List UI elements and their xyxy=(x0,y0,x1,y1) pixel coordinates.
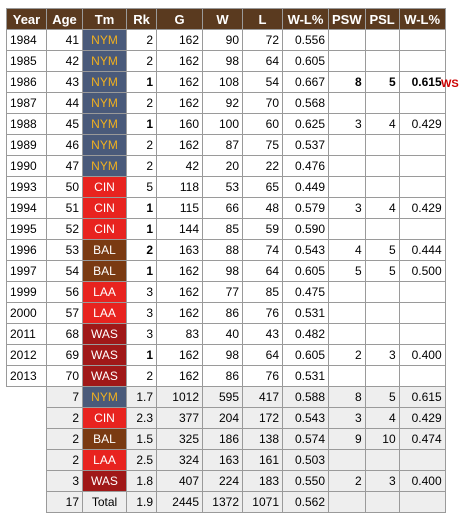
team-cell[interactable]: BAL xyxy=(83,261,127,282)
postseason-win-pct-cell xyxy=(399,93,445,114)
team-cell[interactable]: NYM xyxy=(83,135,127,156)
year-cell[interactable]: 1994 xyxy=(7,198,47,219)
wins-cell: 186 xyxy=(203,429,243,450)
wins-cell: 90 xyxy=(203,30,243,51)
wins-cell: 595 xyxy=(203,387,243,408)
wins-cell: 40 xyxy=(203,324,243,345)
year-cell[interactable]: 2012 xyxy=(7,345,47,366)
header-age[interactable]: Age xyxy=(47,9,83,30)
year-cell[interactable]: 1996 xyxy=(7,240,47,261)
season-row xyxy=(7,114,446,135)
year-cell[interactable]: 1993 xyxy=(7,177,47,198)
wins-cell: 87 xyxy=(203,135,243,156)
age-cell: 45 xyxy=(47,114,83,135)
wins-cell: 98 xyxy=(203,261,243,282)
games-cell: 144 xyxy=(157,219,203,240)
team-cell[interactable]: NYM xyxy=(83,387,127,408)
wins-cell: 53 xyxy=(203,177,243,198)
rank-cell: 2 xyxy=(127,240,157,261)
postseason-win-pct-cell: 0.500 xyxy=(399,261,445,282)
postseason-wins-cell: 9 xyxy=(329,429,366,450)
team-cell[interactable]: CIN xyxy=(83,177,127,198)
avg-rank-cell: 2.3 xyxy=(127,408,157,429)
postseason-win-pct-cell: 0.400 xyxy=(399,345,445,366)
postseason-wins-cell xyxy=(329,282,366,303)
games-cell: 162 xyxy=(157,261,203,282)
season-row xyxy=(7,240,446,261)
win-pct-cell: 0.574 xyxy=(283,429,329,450)
losses-cell: 22 xyxy=(243,156,283,177)
team-cell[interactable]: LAA xyxy=(83,303,127,324)
losses-cell: 65 xyxy=(243,177,283,198)
games-cell: 115 xyxy=(157,198,203,219)
wins-cell: 20 xyxy=(203,156,243,177)
team-cell[interactable]: NYM xyxy=(83,30,127,51)
blank-cell xyxy=(7,429,47,450)
team-cell[interactable]: BAL xyxy=(83,240,127,261)
win-pct-cell: 0.476 xyxy=(283,156,329,177)
postseason-wins-cell xyxy=(329,177,366,198)
postseason-wins-cell xyxy=(329,135,366,156)
rank-cell: 2 xyxy=(127,30,157,51)
header-postseason-wins[interactable]: PSW xyxy=(329,9,366,30)
win-pct-cell: 0.562 xyxy=(283,492,329,513)
postseason-win-pct-cell xyxy=(399,177,445,198)
postseason-losses-cell xyxy=(365,492,399,513)
rank-cell: 1 xyxy=(127,114,157,135)
postseason-losses-cell xyxy=(365,177,399,198)
losses-cell: 43 xyxy=(243,324,283,345)
blank-cell xyxy=(7,450,47,471)
year-cell[interactable]: 1984 xyxy=(7,30,47,51)
season-count-cell: 3 xyxy=(47,471,83,492)
postseason-win-pct-cell: 0.400 xyxy=(399,471,445,492)
postseason-wins-cell xyxy=(329,156,366,177)
postseason-losses-cell: 4 xyxy=(365,408,399,429)
postseason-win-pct-cell xyxy=(399,135,445,156)
win-pct-cell: 0.543 xyxy=(283,408,329,429)
wins-cell: 92 xyxy=(203,93,243,114)
year-cell[interactable]: 1986 xyxy=(7,72,47,93)
wins-cell: 88 xyxy=(203,240,243,261)
postseason-win-pct-cell xyxy=(399,450,445,471)
wins-cell: 1372 xyxy=(203,492,243,513)
header-win-pct[interactable]: W-L% xyxy=(283,9,329,30)
postseason-wins-cell: 3 xyxy=(329,408,366,429)
summary-row xyxy=(7,450,446,471)
season-row xyxy=(7,198,446,219)
season-row xyxy=(7,324,446,345)
wins-cell: 98 xyxy=(203,51,243,72)
postseason-wins-cell: 8 xyxy=(329,387,366,408)
age-cell: 47 xyxy=(47,156,83,177)
team-cell[interactable]: NYM xyxy=(83,51,127,72)
wins-cell: 85 xyxy=(203,219,243,240)
season-count-cell: 17 xyxy=(47,492,83,513)
postseason-wins-cell: 8 xyxy=(329,72,366,93)
losses-cell: 72 xyxy=(243,30,283,51)
year-cell[interactable]: 1987 xyxy=(7,93,47,114)
postseason-losses-cell xyxy=(365,156,399,177)
avg-rank-cell: 1.5 xyxy=(127,429,157,450)
team-cell[interactable]: WAS xyxy=(83,345,127,366)
postseason-wins-cell xyxy=(329,324,366,345)
season-row xyxy=(7,156,446,177)
losses-cell: 1071 xyxy=(243,492,283,513)
rank-cell: 5 xyxy=(127,177,157,198)
postseason-wins-cell: 5 xyxy=(329,261,366,282)
season-row xyxy=(7,345,446,366)
postseason-win-pct-cell: 0.429 xyxy=(399,198,445,219)
team-cell[interactable]: WAS xyxy=(83,471,127,492)
postseason-wins-cell xyxy=(329,303,366,324)
wins-cell: 66 xyxy=(203,198,243,219)
age-cell: 46 xyxy=(47,135,83,156)
team-cell[interactable]: NYM xyxy=(83,93,127,114)
postseason-losses-cell xyxy=(365,282,399,303)
win-pct-cell: 0.537 xyxy=(283,135,329,156)
losses-cell: 64 xyxy=(243,51,283,72)
wins-cell: 98 xyxy=(203,345,243,366)
summary-row xyxy=(7,492,446,513)
age-cell: 44 xyxy=(47,93,83,114)
postseason-losses-cell: 5 xyxy=(365,261,399,282)
postseason-wins-cell xyxy=(329,366,366,387)
age-cell: 68 xyxy=(47,324,83,345)
postseason-losses-cell xyxy=(365,135,399,156)
postseason-win-pct-cell: 0.444 xyxy=(399,240,445,261)
postseason-win-pct-cell: 0.429 xyxy=(399,408,445,429)
managerial-record-table xyxy=(6,8,446,513)
season-count-cell: 2 xyxy=(47,450,83,471)
age-cell: 53 xyxy=(47,240,83,261)
header-row xyxy=(7,9,446,30)
postseason-losses-cell xyxy=(365,30,399,51)
games-cell: 162 xyxy=(157,72,203,93)
postseason-losses-cell xyxy=(365,219,399,240)
postseason-wins-cell: 2 xyxy=(329,471,366,492)
season-rows xyxy=(7,30,446,387)
postseason-losses-cell: 5 xyxy=(365,240,399,261)
postseason-losses-cell xyxy=(365,51,399,72)
age-cell: 56 xyxy=(47,282,83,303)
games-cell: 162 xyxy=(157,51,203,72)
postseason-losses-cell xyxy=(365,324,399,345)
losses-cell: 76 xyxy=(243,303,283,324)
season-row xyxy=(7,177,446,198)
postseason-wins-cell xyxy=(329,450,366,471)
postseason-wins-cell xyxy=(329,492,366,513)
rank-cell: 3 xyxy=(127,324,157,345)
postseason-losses-cell xyxy=(365,93,399,114)
rank-cell: 1 xyxy=(127,72,157,93)
postseason-wins-cell: 4 xyxy=(329,240,366,261)
postseason-wins-cell: 3 xyxy=(329,198,366,219)
summary-rows xyxy=(7,387,446,513)
losses-cell: 48 xyxy=(243,198,283,219)
win-pct-cell: 0.667 xyxy=(283,72,329,93)
win-pct-cell: 0.531 xyxy=(283,366,329,387)
season-count-cell: 7 xyxy=(47,387,83,408)
age-cell: 57 xyxy=(47,303,83,324)
blank-cell xyxy=(7,387,47,408)
losses-cell: 138 xyxy=(243,429,283,450)
year-cell[interactable]: 2013 xyxy=(7,366,47,387)
postseason-win-pct-cell xyxy=(399,156,445,177)
postseason-win-pct-cell: 0.429 xyxy=(399,114,445,135)
games-cell: 160 xyxy=(157,114,203,135)
age-cell: 69 xyxy=(47,345,83,366)
avg-rank-cell: 1.9 xyxy=(127,492,157,513)
team-cell[interactable]: BAL xyxy=(83,429,127,450)
year-cell[interactable]: 1997 xyxy=(7,261,47,282)
wins-cell: 77 xyxy=(203,282,243,303)
world-series-badge: WS xyxy=(441,78,459,90)
age-cell: 42 xyxy=(47,51,83,72)
header-team[interactable]: Tm xyxy=(83,9,127,30)
wins-cell: 86 xyxy=(203,303,243,324)
season-row xyxy=(7,282,446,303)
win-pct-cell: 0.625 xyxy=(283,114,329,135)
win-pct-cell: 0.579 xyxy=(283,198,329,219)
rank-cell: 3 xyxy=(127,303,157,324)
losses-cell: 74 xyxy=(243,240,283,261)
postseason-losses-cell xyxy=(365,303,399,324)
season-count-cell: 2 xyxy=(47,429,83,450)
postseason-wins-cell: 2 xyxy=(329,345,366,366)
postseason-win-pct-cell: 0.474 xyxy=(399,429,445,450)
total-label: Total xyxy=(83,492,127,513)
summary-row xyxy=(7,429,446,450)
team-cell[interactable]: WAS xyxy=(83,366,127,387)
age-cell: 52 xyxy=(47,219,83,240)
team-cell[interactable]: NYM xyxy=(83,114,127,135)
year-cell[interactable]: 1985 xyxy=(7,51,47,72)
postseason-wins-cell xyxy=(329,30,366,51)
team-cell[interactable]: CIN xyxy=(83,198,127,219)
wins-cell: 86 xyxy=(203,366,243,387)
rank-cell: 1 xyxy=(127,198,157,219)
team-cell[interactable]: CIN xyxy=(83,408,127,429)
avg-rank-cell: 1.8 xyxy=(127,471,157,492)
postseason-losses-cell: 4 xyxy=(365,198,399,219)
games-cell: 324 xyxy=(157,450,203,471)
rank-cell: 1 xyxy=(127,345,157,366)
avg-rank-cell: 1.7 xyxy=(127,387,157,408)
season-row xyxy=(7,30,446,51)
win-pct-cell: 0.550 xyxy=(283,471,329,492)
postseason-losses-cell: 10 xyxy=(365,429,399,450)
age-cell: 70 xyxy=(47,366,83,387)
summary-row xyxy=(7,471,446,492)
wins-cell: 100 xyxy=(203,114,243,135)
postseason-losses-cell xyxy=(365,366,399,387)
losses-cell: 172 xyxy=(243,408,283,429)
games-cell: 162 xyxy=(157,282,203,303)
postseason-losses-cell: 4 xyxy=(365,114,399,135)
rank-cell: 2 xyxy=(127,156,157,177)
games-cell: 83 xyxy=(157,324,203,345)
season-row xyxy=(7,366,446,387)
team-cell[interactable]: NYM xyxy=(83,72,127,93)
losses-cell: 70 xyxy=(243,93,283,114)
win-pct-cell: 0.475 xyxy=(283,282,329,303)
games-cell: 162 xyxy=(157,366,203,387)
wins-cell: 108 xyxy=(203,72,243,93)
avg-rank-cell: 2.5 xyxy=(127,450,157,471)
win-pct-cell: 0.449 xyxy=(283,177,329,198)
header-year[interactable]: Year xyxy=(7,9,47,30)
wins-cell: 224 xyxy=(203,471,243,492)
postseason-win-pct-cell xyxy=(399,303,445,324)
postseason-win-pct-cell xyxy=(399,219,445,240)
losses-cell: 183 xyxy=(243,471,283,492)
age-cell: 51 xyxy=(47,198,83,219)
team-cell[interactable]: WAS xyxy=(83,324,127,345)
losses-cell: 64 xyxy=(243,261,283,282)
header-postseason-losses[interactable]: PSL xyxy=(365,9,399,30)
games-cell: 325 xyxy=(157,429,203,450)
postseason-losses-cell: 5 xyxy=(365,387,399,408)
win-pct-cell: 0.588 xyxy=(283,387,329,408)
rank-cell: 2 xyxy=(127,366,157,387)
rank-cell: 2 xyxy=(127,135,157,156)
header-postseason-win-pct[interactable]: W-L% xyxy=(399,9,445,30)
postseason-losses-cell: 3 xyxy=(365,471,399,492)
win-pct-cell: 0.543 xyxy=(283,240,329,261)
losses-cell: 76 xyxy=(243,366,283,387)
games-cell: 2445 xyxy=(157,492,203,513)
win-pct-cell: 0.605 xyxy=(283,345,329,366)
games-cell: 118 xyxy=(157,177,203,198)
season-row xyxy=(7,261,446,282)
games-cell: 1012 xyxy=(157,387,203,408)
age-cell: 43 xyxy=(47,72,83,93)
blank-cell xyxy=(7,471,47,492)
year-cell[interactable]: 1990 xyxy=(7,156,47,177)
games-cell: 162 xyxy=(157,93,203,114)
season-row xyxy=(7,72,446,93)
win-pct-cell: 0.531 xyxy=(283,303,329,324)
postseason-wins-cell: 3 xyxy=(329,114,366,135)
win-pct-cell: 0.605 xyxy=(283,261,329,282)
games-cell: 162 xyxy=(157,345,203,366)
rank-cell: 3 xyxy=(127,282,157,303)
postseason-win-pct-cell xyxy=(399,324,445,345)
postseason-losses-cell: 5 xyxy=(365,72,399,93)
losses-cell: 59 xyxy=(243,219,283,240)
team-cell[interactable]: CIN xyxy=(83,219,127,240)
losses-cell: 75 xyxy=(243,135,283,156)
season-row xyxy=(7,303,446,324)
header-losses[interactable]: L xyxy=(243,9,283,30)
season-count-cell: 2 xyxy=(47,408,83,429)
postseason-losses-cell xyxy=(365,450,399,471)
postseason-wins-cell xyxy=(329,219,366,240)
year-cell[interactable]: 1995 xyxy=(7,219,47,240)
postseason-wins-cell xyxy=(329,93,366,114)
games-cell: 162 xyxy=(157,30,203,51)
rank-cell: 2 xyxy=(127,51,157,72)
year-cell[interactable]: 1999 xyxy=(7,282,47,303)
header-wins[interactable]: W xyxy=(203,9,243,30)
age-cell: 50 xyxy=(47,177,83,198)
postseason-win-pct-cell xyxy=(399,282,445,303)
games-cell: 163 xyxy=(157,240,203,261)
win-pct-cell: 0.503 xyxy=(283,450,329,471)
blank-cell xyxy=(7,408,47,429)
year-cell[interactable]: 2000 xyxy=(7,303,47,324)
losses-cell: 161 xyxy=(243,450,283,471)
year-cell[interactable]: 2011 xyxy=(7,324,47,345)
year-cell[interactable]: 1988 xyxy=(7,114,47,135)
losses-cell: 60 xyxy=(243,114,283,135)
header-games[interactable]: G xyxy=(157,9,203,30)
postseason-win-pct-cell: 0.615 xyxy=(399,387,445,408)
postseason-losses-cell: 3 xyxy=(365,345,399,366)
age-cell: 41 xyxy=(47,30,83,51)
games-cell: 162 xyxy=(157,303,203,324)
wins-cell: 163 xyxy=(203,450,243,471)
blank-cell xyxy=(7,492,47,513)
games-cell: 377 xyxy=(157,408,203,429)
season-row xyxy=(7,51,446,72)
year-cell[interactable]: 1989 xyxy=(7,135,47,156)
postseason-win-pct-cell xyxy=(399,51,445,72)
win-pct-cell: 0.605 xyxy=(283,51,329,72)
losses-cell: 417 xyxy=(243,387,283,408)
win-pct-cell: 0.568 xyxy=(283,93,329,114)
season-row xyxy=(7,219,446,240)
season-row xyxy=(7,135,446,156)
losses-cell: 54 xyxy=(243,72,283,93)
rank-cell: 1 xyxy=(127,219,157,240)
games-cell: 407 xyxy=(157,471,203,492)
wins-cell: 204 xyxy=(203,408,243,429)
summary-row xyxy=(7,387,446,408)
win-pct-cell: 0.590 xyxy=(283,219,329,240)
postseason-win-pct-cell xyxy=(399,366,445,387)
losses-cell: 64 xyxy=(243,345,283,366)
postseason-win-pct-cell: 0.615 xyxy=(399,72,445,93)
games-cell: 162 xyxy=(157,135,203,156)
postseason-win-pct-cell xyxy=(399,492,445,513)
win-pct-cell: 0.556 xyxy=(283,30,329,51)
team-cell[interactable]: LAA xyxy=(83,282,127,303)
rank-cell: 1 xyxy=(127,261,157,282)
rank-cell: 2 xyxy=(127,93,157,114)
summary-row xyxy=(7,408,446,429)
team-cell[interactable]: NYM xyxy=(83,156,127,177)
games-cell: 42 xyxy=(157,156,203,177)
win-pct-cell: 0.482 xyxy=(283,324,329,345)
age-cell: 54 xyxy=(47,261,83,282)
team-cell[interactable]: LAA xyxy=(83,450,127,471)
losses-cell: 85 xyxy=(243,282,283,303)
postseason-win-pct-cell xyxy=(399,30,445,51)
header-rank[interactable]: Rk xyxy=(127,9,157,30)
postseason-wins-cell xyxy=(329,51,366,72)
season-row xyxy=(7,93,446,114)
